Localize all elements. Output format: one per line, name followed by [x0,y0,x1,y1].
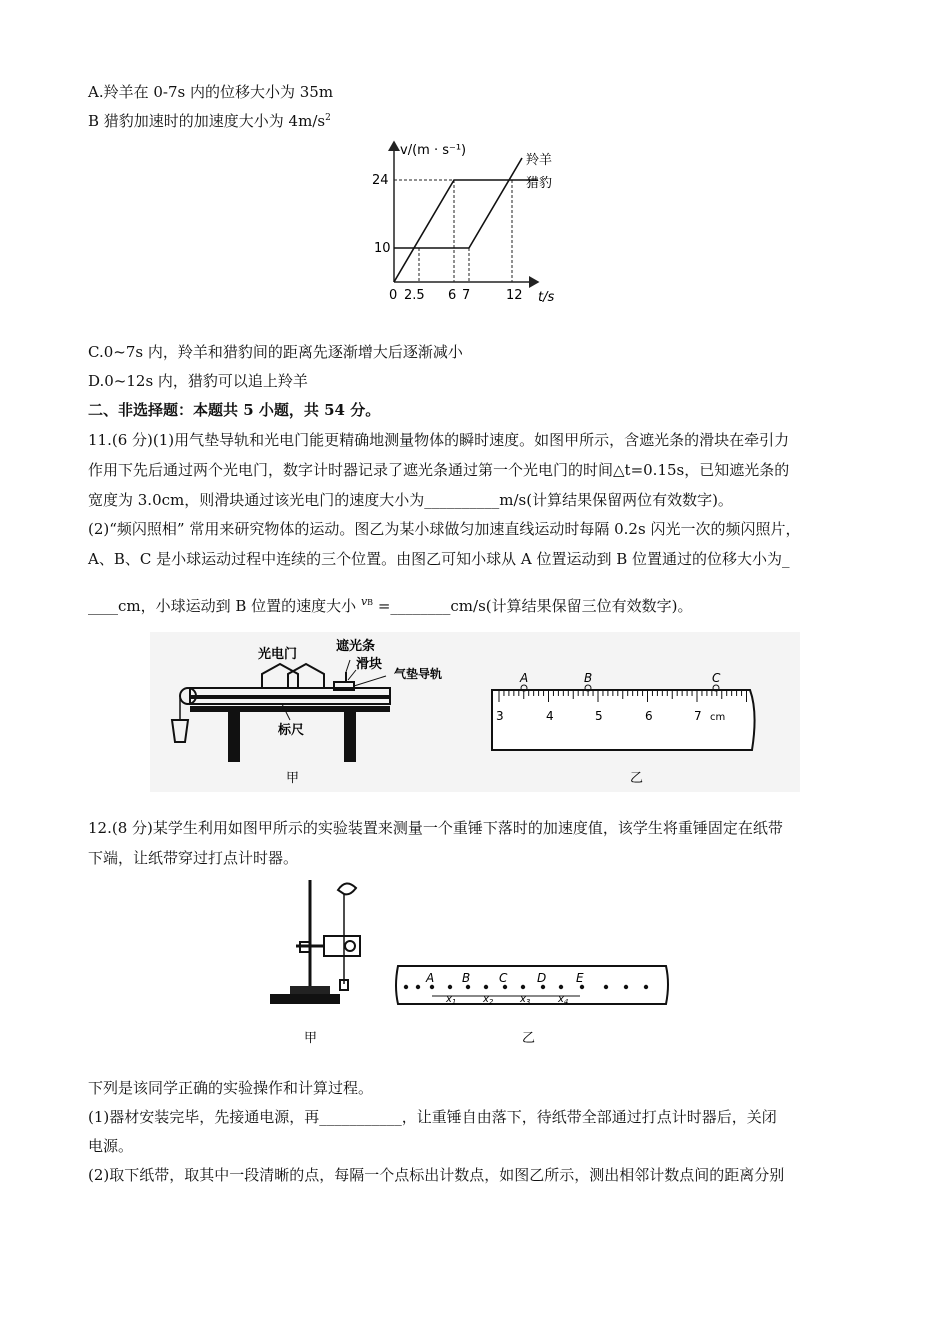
option-b-superscript: 2 [325,113,331,123]
ruler-tick-4: 4 [546,709,554,723]
caption-yi-2: 乙 [522,1031,536,1046]
table-top [190,706,390,712]
tape-dot [521,985,525,989]
tape-dot [484,985,488,989]
x-tick-7: 7 [462,288,471,303]
tape-dot [404,985,408,989]
y-tick-24: 24 [372,173,389,188]
tape-label-e: E [576,971,584,985]
q11-line6-text-a: ____cm，小球运动到 B 位置的速度大小 [88,597,361,615]
caption-jia-1: 甲 [286,771,300,786]
tape-dot [448,985,452,989]
option-b [88,108,868,131]
tape-dot [466,985,470,989]
antelope-line [394,158,522,248]
tape-dot [624,985,628,989]
q12-line5: 电源。 [88,1137,134,1155]
cheetah-line [394,180,538,282]
base-block [290,986,330,994]
label-air-track: 气垫导轨 [394,667,443,681]
y-axis-label: v/(m · s⁻¹) [400,143,467,158]
x-axis-label: t/s [538,290,555,305]
label-b: B [584,671,593,685]
label-c: C [712,671,721,685]
q11-line5: A、B、C 是小球运动过程中连续的三个位置。由图乙可知小球从 A 位置运动到 B 位置通过的位移大小为_ [88,550,790,568]
q11-line2: 作用下先后通过两个光电门，数字计时器记录了遮光条通过第一个光电门的时间△t=0.15s，已知遮光条的 [88,461,790,479]
paper-tape-figure [392,960,674,1052]
tape-body [396,966,668,1004]
caption-yi-1: 乙 [630,771,644,786]
tape-dot [644,985,648,989]
base-plate [270,994,340,1004]
tape-dot [541,985,545,989]
vb-symbol: v [360,595,368,608]
ruler-tick-6: 6 [645,709,653,723]
legend-cheetah: 猎豹 [526,176,553,191]
q11-line1: 11.(6 分)(1)用气垫导轨和光电门能更精确地测量物体的瞬时速度。如图甲所示，含遮光条的滑块在牵引力 [88,431,790,449]
tape-dot [559,985,563,989]
label-ruler: 标尺 [278,723,305,738]
table-leg-right [344,712,356,762]
q12-line6: (2)取下纸带，取其中一段清晰的点，每隔一个点标出计数点，如图乙所示，测出相邻计数点间的距离分别 [88,1166,785,1184]
segment-x3: $x_3$ [520,994,531,1006]
vt-graph [360,136,580,306]
ruler-tick-3: 3 [496,709,504,723]
label-shade-strip: 遮光条 [336,639,376,654]
q12-line1: 12.(8 分)某学生利用如图甲所示的实验装置来测量一个重锤下落时的加速度值，该学生将重锤固定在纸带 [88,819,783,837]
caption-jia-2: 甲 [304,1031,318,1046]
q11-line4: (2)“频闪照相” 常用来研究物体的运动。图乙为某小球做匀加速直线运动时每隔 0.2s 闪光一次的频闪照片， [88,520,801,538]
segment-x2: $x_2$ [483,994,494,1006]
tape-dot [503,985,507,989]
table-leg-left [228,712,240,762]
y-tick-10: 10 [374,241,391,256]
q11-line3: 宽度为 3.0cm，则滑块通过该光电门的速度大小为__________m/s(计算结果保留两位有效数字)。 [88,491,733,509]
segment-x1: $x_1$ [446,994,457,1006]
legend-antelope: 羚羊 [526,153,553,168]
x-tick-6: 6 [448,288,457,303]
air-track-figure [150,632,470,792]
ruler-unit: cm [710,712,726,723]
vb-subscript: B [367,598,374,607]
section-heading: 二、非选择题：本题共 5 小题，共 54 分。 [88,401,381,419]
option-b-text: B 猎豹加速时的加速度大小为 4m/s [88,112,326,130]
q11-line6 [88,592,868,616]
tape-dot [580,985,584,989]
timer-knob [345,941,355,951]
x-tick-0: 0 [389,288,398,303]
option-c: C.0~7s 内，羚羊和猎豹间的距离先逐渐增大后逐渐减小 [88,343,463,361]
tape-label-c: C [499,971,508,985]
label-slider: 滑块 [356,657,383,672]
timer-apparatus-figure [270,874,390,1050]
q12-line4: (1)器材安装完毕，先接通电源，再___________，让重锤自由落下，待纸带全部通过打点计时器后，关闭 [88,1108,777,1126]
tape-label-a: A [426,971,435,985]
tape-label-b: B [462,971,471,985]
q11-line6-text-b: =________cm/s(计算结果保留三位有效数字)。 [373,597,693,615]
option-a: A.羚羊在 0-7s 内的位移大小为 35m [88,83,334,101]
ruler-tick-5: 5 [595,709,603,723]
q12-line2: 下端，让纸带穿过打点计时器。 [88,849,299,867]
x-tick-12: 12 [506,288,523,303]
tape-dot [430,985,434,989]
option-d: D.0~12s 内，猎豹可以追上羚羊 [88,372,308,390]
tape-label-d: D [537,971,547,985]
label-a: A [520,671,529,685]
tape-dot [604,985,608,989]
tape-dot [416,985,420,989]
label-photogate: 光电门 [258,647,298,662]
ruler-tick-7: 7 [694,709,702,723]
ruler-figure [470,632,800,792]
x-tick-2-5: 2.5 [404,288,425,303]
segment-x4: $x_4$ [558,994,569,1006]
q12-line3: 下列是该同学正确的实验操作和计算过程。 [88,1079,374,1097]
hand [338,883,356,894]
